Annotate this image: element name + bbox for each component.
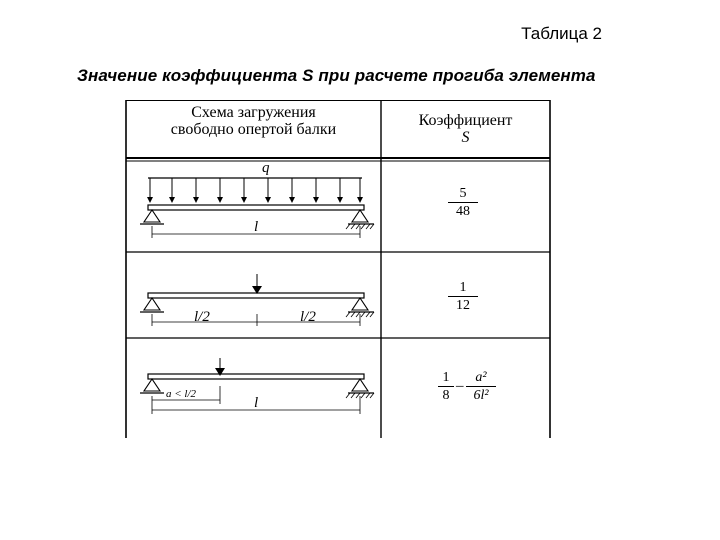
span-l-label: l — [254, 219, 259, 235]
minus-sign: – — [456, 378, 464, 394]
beam-center-point-load — [140, 274, 374, 326]
coefficient-table — [122, 100, 552, 438]
fraction-bar — [448, 202, 478, 203]
table-caption: Таблица 2 — [521, 24, 602, 43]
coef-numerator: 1 — [459, 280, 467, 295]
span-l-label-row3: l — [254, 395, 259, 411]
coef-numerator: 1 — [442, 370, 450, 385]
header-coef-line1: Коэффициент — [418, 112, 513, 129]
header-coefficient — [381, 112, 550, 146]
coef-denominator: 12 — [456, 298, 470, 313]
fraction-bar — [466, 386, 496, 387]
coef-1-12 — [448, 280, 478, 313]
coef-5-48 — [448, 186, 478, 219]
fraction-bar — [438, 386, 454, 387]
span-right-half-label: l/2 — [300, 309, 316, 325]
header-coef-line2: S — [461, 129, 470, 146]
header-scheme — [126, 104, 381, 138]
a-less-half-l-label: a < l/2 — [166, 388, 197, 400]
span-left-half-label: l/2 — [194, 309, 210, 325]
page-title: Значение коэффициента S при расчете прогиба элемента — [77, 66, 596, 85]
coef-denominator: 8 — [442, 388, 450, 403]
header-scheme-line1: Схема загружения — [191, 104, 316, 121]
load-q-label: q — [262, 160, 270, 176]
coef-denominator: 6l² — [473, 388, 489, 403]
coef-numerator: 5 — [459, 186, 467, 201]
fraction-bar — [448, 296, 478, 297]
coef-row3-term2 — [466, 370, 496, 403]
header-scheme-line2: свободно опертой балки — [170, 121, 337, 138]
coef-denominator: 48 — [456, 204, 470, 219]
coef-row3-term1 — [438, 370, 454, 403]
coef-numerator: a² — [475, 370, 487, 385]
